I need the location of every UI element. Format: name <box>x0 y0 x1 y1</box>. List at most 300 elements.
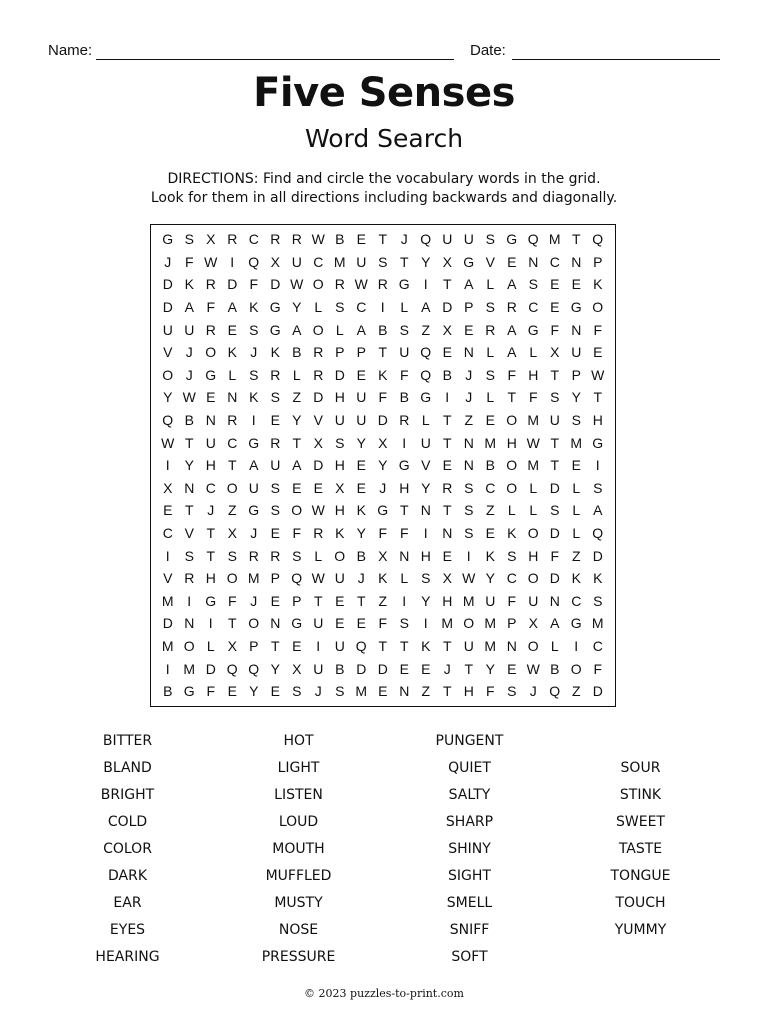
grid-letter[interactable]: T <box>593 389 603 406</box>
grid-letter[interactable]: L <box>529 479 538 496</box>
grid-letter[interactable]: I <box>445 389 450 406</box>
grid-letter[interactable]: F <box>593 321 603 338</box>
grid-letter[interactable]: R <box>184 570 195 587</box>
grid-letter[interactable]: P <box>249 637 259 654</box>
grid-letter[interactable]: I <box>165 547 170 564</box>
grid-letter[interactable]: K <box>184 276 194 293</box>
grid-letter[interactable]: I <box>208 615 213 632</box>
grid-letter[interactable]: F <box>507 592 517 609</box>
grid-letter[interactable]: B <box>335 231 345 248</box>
grid-letter[interactable]: X <box>528 615 538 632</box>
grid-letter[interactable]: Y <box>249 683 259 700</box>
grid-letter[interactable]: J <box>314 683 322 700</box>
grid-letter[interactable]: E <box>356 366 366 383</box>
grid-letter[interactable]: S <box>593 479 603 496</box>
grid-letter[interactable]: Y <box>270 660 280 677</box>
grid-letter[interactable]: Q <box>549 683 561 700</box>
grid-letter[interactable]: S <box>249 321 259 338</box>
grid-letter[interactable]: N <box>463 344 474 361</box>
grid-letter[interactable]: S <box>292 683 302 700</box>
grid-letter[interactable]: U <box>528 592 539 609</box>
grid-letter[interactable]: N <box>227 389 238 406</box>
grid-letter[interactable]: Z <box>378 592 388 609</box>
grid-letter[interactable]: C <box>549 253 560 270</box>
grid-letter[interactable]: D <box>356 660 367 677</box>
grid-letter[interactable]: I <box>316 637 321 654</box>
grid-letter[interactable]: G <box>183 683 195 700</box>
grid-letter[interactable]: O <box>226 570 238 587</box>
grid-letter[interactable]: P <box>270 570 280 587</box>
grid-letter[interactable]: L <box>486 389 495 406</box>
grid-letter[interactable]: M <box>484 434 497 451</box>
grid-letter[interactable]: G <box>463 253 475 270</box>
grid-letter[interactable]: M <box>161 637 174 654</box>
grid-letter[interactable]: X <box>442 253 452 270</box>
grid-letter[interactable]: E <box>507 253 517 270</box>
grid-letter[interactable]: O <box>463 615 475 632</box>
grid-letter[interactable]: J <box>465 366 473 383</box>
grid-letter[interactable]: W <box>591 366 605 383</box>
grid-letter[interactable]: T <box>399 253 409 270</box>
grid-letter[interactable]: J <box>529 683 537 700</box>
grid-letter[interactable]: I <box>251 412 256 429</box>
grid-letter[interactable]: A <box>227 299 237 316</box>
grid-letter[interactable]: D <box>334 366 345 383</box>
grid-letter[interactable]: G <box>420 389 432 406</box>
grid-letter[interactable]: S <box>378 253 388 270</box>
grid-letter[interactable]: R <box>270 231 281 248</box>
grid-letter[interactable]: H <box>399 479 410 496</box>
grid-letter[interactable]: K <box>249 299 259 316</box>
grid-letter[interactable]: N <box>506 637 517 654</box>
grid-letter[interactable]: S <box>485 299 495 316</box>
grid-letter[interactable]: L <box>486 344 495 361</box>
grid-letter[interactable]: M <box>161 592 174 609</box>
grid-letter[interactable]: T <box>442 637 452 654</box>
grid-letter[interactable]: L <box>486 276 495 293</box>
grid-letter[interactable]: H <box>463 683 474 700</box>
grid-letter[interactable]: L <box>314 299 323 316</box>
grid-letter[interactable]: N <box>571 253 582 270</box>
grid-letter[interactable]: E <box>356 231 366 248</box>
grid-letter[interactable]: F <box>550 547 560 564</box>
grid-letter[interactable]: V <box>163 570 173 587</box>
grid-letter[interactable]: R <box>248 547 259 564</box>
grid-letter[interactable]: G <box>398 276 410 293</box>
grid-letter[interactable]: T <box>442 502 452 519</box>
grid-letter[interactable]: U <box>270 457 281 474</box>
grid-letter[interactable]: E <box>399 660 409 677</box>
grid-letter[interactable]: J <box>250 344 258 361</box>
grid-letter[interactable]: M <box>183 660 196 677</box>
grid-letter[interactable]: S <box>399 321 409 338</box>
grid-letter[interactable]: Y <box>421 592 431 609</box>
grid-letter[interactable]: X <box>227 525 237 542</box>
grid-letter[interactable]: H <box>334 502 345 519</box>
grid-letter[interactable]: K <box>356 502 366 519</box>
grid-letter[interactable]: R <box>377 276 388 293</box>
grid-letter[interactable]: Y <box>485 570 495 587</box>
grid-letter[interactable]: A <box>464 276 474 293</box>
grid-letter[interactable]: O <box>506 457 518 474</box>
grid-letter[interactable]: W <box>354 276 368 293</box>
grid-letter[interactable]: F <box>507 366 517 383</box>
grid-letter[interactable]: M <box>484 637 497 654</box>
grid-letter[interactable]: O <box>312 276 324 293</box>
grid-letter[interactable]: P <box>335 344 345 361</box>
grid-letter[interactable]: D <box>162 276 173 293</box>
grid-letter[interactable]: S <box>421 570 431 587</box>
grid-letter[interactable]: Q <box>592 231 604 248</box>
grid-letter[interactable]: T <box>442 683 452 700</box>
grid-letter[interactable]: E <box>206 389 216 406</box>
grid-letter[interactable]: V <box>421 457 431 474</box>
grid-letter[interactable]: L <box>529 344 538 361</box>
grid-letter[interactable]: E <box>270 525 280 542</box>
grid-letter[interactable]: C <box>313 253 324 270</box>
grid-letter[interactable]: N <box>184 615 195 632</box>
grid-letter[interactable]: F <box>399 366 409 383</box>
grid-letter[interactable]: I <box>574 637 579 654</box>
grid-letter[interactable]: U <box>442 231 453 248</box>
grid-letter[interactable]: G <box>248 502 260 519</box>
grid-letter[interactable]: B <box>442 366 452 383</box>
grid-letter[interactable]: W <box>311 231 325 248</box>
grid-letter[interactable]: X <box>227 637 237 654</box>
grid-letter[interactable]: D <box>313 457 324 474</box>
grid-letter[interactable]: T <box>399 637 409 654</box>
grid-letter[interactable]: O <box>205 344 217 361</box>
grid-letter[interactable]: Z <box>571 683 581 700</box>
grid-letter[interactable]: E <box>485 412 495 429</box>
grid-letter[interactable]: Q <box>420 366 432 383</box>
grid-letter[interactable]: O <box>570 660 582 677</box>
grid-letter[interactable]: I <box>402 434 407 451</box>
grid-letter[interactable]: N <box>442 525 453 542</box>
grid-letter[interactable]: K <box>593 276 603 293</box>
grid-letter[interactable]: N <box>571 321 582 338</box>
grid-letter[interactable]: F <box>206 683 216 700</box>
grid-letter[interactable]: X <box>163 479 173 496</box>
grid-letter[interactable]: U <box>334 570 345 587</box>
grid-letter[interactable]: E <box>442 344 452 361</box>
grid-letter[interactable]: S <box>335 434 345 451</box>
grid-letter[interactable]: B <box>335 660 345 677</box>
grid-letter[interactable]: L <box>314 547 323 564</box>
grid-letter[interactable]: K <box>249 389 259 406</box>
grid-letter[interactable]: V <box>163 344 173 361</box>
grid-letter[interactable]: W <box>526 660 540 677</box>
grid-letter[interactable]: E <box>550 276 560 293</box>
grid-letter[interactable]: W <box>182 389 196 406</box>
grid-letter[interactable]: O <box>226 479 238 496</box>
grid-letter[interactable]: Z <box>571 547 581 564</box>
grid-letter[interactable]: K <box>421 637 431 654</box>
grid-letter[interactable]: R <box>442 479 453 496</box>
grid-letter[interactable]: Q <box>291 570 303 587</box>
grid-letter[interactable]: D <box>270 276 281 293</box>
grid-letter[interactable]: S <box>292 547 302 564</box>
grid-letter[interactable]: U <box>485 592 496 609</box>
grid-letter[interactable]: E <box>442 457 452 474</box>
grid-letter[interactable]: S <box>550 502 560 519</box>
grid-letter[interactable]: U <box>162 321 173 338</box>
date-field[interactable] <box>512 59 720 60</box>
grid-letter[interactable]: X <box>270 253 280 270</box>
grid-letter[interactable]: I <box>187 592 192 609</box>
grid-letter[interactable]: S <box>507 547 517 564</box>
grid-letter[interactable]: S <box>335 299 345 316</box>
grid-letter[interactable]: Y <box>421 253 431 270</box>
grid-letter[interactable]: C <box>162 525 173 542</box>
grid-letter[interactable]: I <box>595 457 600 474</box>
grid-letter[interactable]: G <box>570 615 582 632</box>
grid-letter[interactable]: Y <box>292 299 302 316</box>
grid-letter[interactable]: A <box>184 299 194 316</box>
grid-letter[interactable]: B <box>184 412 194 429</box>
grid-letter[interactable]: M <box>527 457 540 474</box>
grid-letter[interactable]: P <box>593 253 603 270</box>
grid-letter[interactable]: D <box>377 660 388 677</box>
grid-letter[interactable]: S <box>184 231 194 248</box>
grid-letter[interactable]: C <box>528 299 539 316</box>
grid-letter[interactable]: O <box>334 547 346 564</box>
grid-letter[interactable]: M <box>548 231 561 248</box>
grid-letter[interactable]: F <box>184 253 194 270</box>
grid-letter[interactable]: T <box>356 592 366 609</box>
grid-letter[interactable]: F <box>378 615 388 632</box>
grid-letter[interactable]: Q <box>592 525 604 542</box>
grid-letter[interactable]: J <box>443 660 451 677</box>
grid-letter[interactable]: Q <box>226 660 238 677</box>
grid-letter[interactable]: Z <box>485 502 495 519</box>
grid-letter[interactable]: I <box>423 276 428 293</box>
grid-letter[interactable]: R <box>485 321 496 338</box>
grid-letter[interactable]: L <box>421 412 430 429</box>
grid-letter[interactable]: E <box>571 276 581 293</box>
grid-letter[interactable]: B <box>399 389 409 406</box>
grid-letter[interactable]: O <box>291 502 303 519</box>
grid-letter[interactable]: M <box>591 615 604 632</box>
grid-letter[interactable]: X <box>335 479 345 496</box>
grid-letter[interactable]: E <box>227 683 237 700</box>
grid-letter[interactable]: E <box>421 660 431 677</box>
grid-letter[interactable]: J <box>400 231 408 248</box>
grid-letter[interactable]: X <box>206 231 216 248</box>
grid-letter[interactable]: X <box>550 344 560 361</box>
grid-letter[interactable]: B <box>485 457 495 474</box>
grid-letter[interactable]: A <box>292 457 302 474</box>
grid-letter[interactable]: Q <box>527 231 539 248</box>
grid-letter[interactable]: I <box>165 660 170 677</box>
grid-letter[interactable]: P <box>356 344 366 361</box>
grid-letter[interactable]: F <box>249 276 259 293</box>
grid-letter[interactable]: B <box>378 321 388 338</box>
grid-letter[interactable]: U <box>356 389 367 406</box>
grid-letter[interactable]: Y <box>485 660 495 677</box>
grid-letter[interactable]: T <box>184 502 194 519</box>
grid-letter[interactable]: A <box>356 321 366 338</box>
grid-letter[interactable]: G <box>291 615 303 632</box>
grid-letter[interactable]: E <box>507 660 517 677</box>
grid-letter[interactable]: U <box>184 321 195 338</box>
grid-letter[interactable]: J <box>185 366 193 383</box>
grid-letter[interactable]: S <box>550 389 560 406</box>
grid-letter[interactable]: D <box>549 525 560 542</box>
grid-letter[interactable]: T <box>227 615 237 632</box>
grid-letter[interactable]: K <box>335 525 345 542</box>
grid-letter[interactable]: V <box>485 253 495 270</box>
grid-letter[interactable]: L <box>206 637 215 654</box>
grid-letter[interactable]: W <box>311 570 325 587</box>
grid-letter[interactable]: L <box>507 502 516 519</box>
grid-letter[interactable]: M <box>527 412 540 429</box>
grid-letter[interactable]: E <box>593 344 603 361</box>
grid-letter[interactable]: D <box>162 299 173 316</box>
grid-letter[interactable]: Z <box>421 683 431 700</box>
grid-letter[interactable]: R <box>270 366 281 383</box>
grid-letter[interactable]: T <box>378 637 388 654</box>
grid-letter[interactable]: U <box>463 637 474 654</box>
grid-letter[interactable]: F <box>550 321 560 338</box>
grid-letter[interactable]: T <box>571 231 581 248</box>
grid-letter[interactable]: Z <box>464 412 474 429</box>
grid-letter[interactable]: H <box>528 547 539 564</box>
grid-letter[interactable]: C <box>485 479 496 496</box>
grid-letter[interactable]: N <box>184 479 195 496</box>
grid-letter[interactable]: G <box>205 592 217 609</box>
grid-letter[interactable]: R <box>205 276 216 293</box>
grid-letter[interactable]: S <box>464 479 474 496</box>
grid-letter[interactable]: X <box>442 570 452 587</box>
grid-letter[interactable]: G <box>398 457 410 474</box>
grid-letter[interactable]: A <box>507 321 517 338</box>
grid-letter[interactable]: K <box>507 525 517 542</box>
grid-letter[interactable]: A <box>507 344 517 361</box>
grid-letter[interactable]: Y <box>184 457 194 474</box>
grid-letter[interactable]: S <box>184 547 194 564</box>
grid-letter[interactable]: D <box>592 547 603 564</box>
grid-letter[interactable]: A <box>292 321 302 338</box>
grid-letter[interactable]: F <box>292 525 302 542</box>
grid-letter[interactable]: C <box>571 592 582 609</box>
grid-letter[interactable]: E <box>464 321 474 338</box>
grid-letter[interactable]: B <box>356 547 366 564</box>
grid-letter[interactable]: W <box>161 434 175 451</box>
grid-letter[interactable]: R <box>270 547 281 564</box>
grid-letter[interactable]: T <box>378 231 388 248</box>
grid-letter[interactable]: O <box>506 479 518 496</box>
grid-letter[interactable]: X <box>292 660 302 677</box>
grid-letter[interactable]: G <box>506 231 518 248</box>
grid-letter[interactable]: Y <box>163 389 173 406</box>
grid-letter[interactable]: H <box>442 592 453 609</box>
grid-letter[interactable]: S <box>270 502 280 519</box>
grid-letter[interactable]: E <box>313 479 323 496</box>
grid-letter[interactable]: W <box>290 276 304 293</box>
grid-letter[interactable]: I <box>466 547 471 564</box>
grid-letter[interactable]: D <box>549 570 560 587</box>
grid-letter[interactable]: S <box>485 366 495 383</box>
grid-letter[interactable]: Q <box>248 253 260 270</box>
grid-letter[interactable]: R <box>506 299 517 316</box>
grid-letter[interactable]: S <box>485 231 495 248</box>
grid-letter[interactable]: L <box>400 570 409 587</box>
grid-letter[interactable]: C <box>205 479 216 496</box>
grid-letter[interactable]: U <box>334 637 345 654</box>
grid-letter[interactable]: G <box>592 434 604 451</box>
grid-letter[interactable]: U <box>313 615 324 632</box>
grid-letter[interactable]: O <box>592 299 604 316</box>
grid-letter[interactable]: Q <box>355 637 367 654</box>
grid-letter[interactable]: E <box>442 547 452 564</box>
grid-letter[interactable]: T <box>292 434 302 451</box>
grid-letter[interactable]: Q <box>420 344 432 361</box>
grid-letter[interactable]: S <box>227 547 237 564</box>
grid-letter[interactable]: L <box>335 321 344 338</box>
grid-letter[interactable]: Z <box>227 502 237 519</box>
grid-letter[interactable]: D <box>205 660 216 677</box>
grid-letter[interactable]: J <box>379 479 387 496</box>
grid-letter[interactable]: H <box>205 570 216 587</box>
grid-letter[interactable]: E <box>270 683 280 700</box>
grid-letter[interactable]: O <box>527 637 539 654</box>
grid-letter[interactable]: Y <box>356 434 366 451</box>
grid-letter[interactable]: I <box>165 457 170 474</box>
grid-letter[interactable]: B <box>292 344 302 361</box>
grid-letter[interactable]: O <box>162 366 174 383</box>
grid-letter[interactable]: T <box>550 434 560 451</box>
grid-letter[interactable]: K <box>593 570 603 587</box>
grid-letter[interactable]: T <box>550 457 560 474</box>
grid-letter[interactable]: L <box>292 366 301 383</box>
grid-letter[interactable]: E <box>485 525 495 542</box>
grid-letter[interactable]: L <box>572 479 581 496</box>
grid-letter[interactable]: T <box>270 637 280 654</box>
grid-letter[interactable]: H <box>528 366 539 383</box>
grid-letter[interactable]: D <box>442 299 453 316</box>
grid-letter[interactable]: F <box>227 592 237 609</box>
grid-letter[interactable]: G <box>570 299 582 316</box>
grid-letter[interactable]: R <box>313 366 324 383</box>
grid-letter[interactable]: E <box>292 637 302 654</box>
grid-letter[interactable]: D <box>549 479 560 496</box>
grid-letter[interactable]: A <box>550 615 560 632</box>
grid-letter[interactable]: C <box>227 434 238 451</box>
grid-letter[interactable]: O <box>312 321 324 338</box>
grid-letter[interactable]: E <box>571 457 581 474</box>
grid-letter[interactable]: T <box>442 412 452 429</box>
grid-letter[interactable]: E <box>356 615 366 632</box>
grid-letter[interactable]: L <box>550 637 559 654</box>
grid-letter[interactable]: Q <box>162 412 174 429</box>
grid-letter[interactable]: U <box>420 434 431 451</box>
grid-letter[interactable]: D <box>313 389 324 406</box>
grid-letter[interactable]: S <box>270 389 280 406</box>
grid-letter[interactable]: P <box>507 615 517 632</box>
grid-letter[interactable]: R <box>227 412 238 429</box>
grid-letter[interactable]: T <box>464 660 474 677</box>
grid-letter[interactable]: F <box>399 525 409 542</box>
grid-letter[interactable]: E <box>270 592 280 609</box>
grid-letter[interactable]: S <box>528 276 538 293</box>
grid-letter[interactable]: A <box>593 502 603 519</box>
grid-letter[interactable]: N <box>463 457 474 474</box>
grid-letter[interactable]: F <box>378 525 388 542</box>
grid-letter[interactable]: B <box>163 683 173 700</box>
grid-letter[interactable]: T <box>442 434 452 451</box>
grid-letter[interactable]: W <box>311 502 325 519</box>
